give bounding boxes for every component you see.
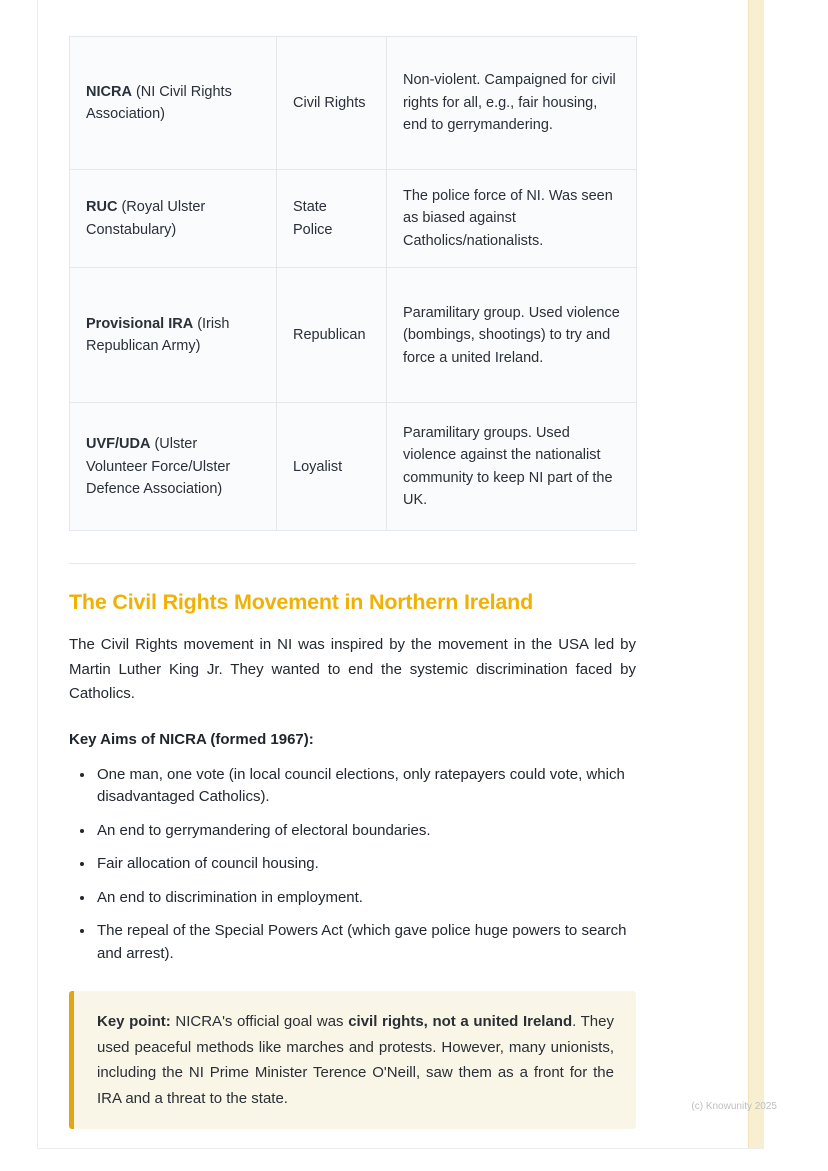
table-cell-term [70, 403, 277, 531]
aims-title: Key Aims of NICRA (formed 1967): [69, 730, 314, 748]
table-cell-description: Non-violent. Campaigned for civil rights for all, e.g., fair housing, end to gerrymandering. [387, 37, 637, 170]
section-divider [69, 563, 636, 564]
table-cell-term [70, 37, 277, 170]
list-item: • The repeal of the Special Powers Act (which gave police huge powers to search and arrest). [95, 920, 636, 965]
term-expansion: (Ulster Volunteer Force/Ulster Defence Association) [86, 436, 231, 498]
list-item: • One man, one vote (in local council elections, only ratepayers could vote, which disadvantaged Catholics). [95, 764, 636, 809]
table-cell-category: Civil Rights [277, 37, 387, 170]
key-point-label: Key point: [97, 1013, 171, 1031]
term-name: RUC [86, 199, 118, 216]
table-row [70, 268, 637, 403]
key-point-segment: . They used peaceful methods like marches and protests. However, many unionists, including the NI Prime Minister Terence O'Neill, saw them as a front for the IRA and a threat to the state. [97, 1013, 614, 1107]
key-point-text [97, 1009, 614, 1111]
table-cell-term [70, 170, 277, 268]
table-cell-term [70, 268, 277, 403]
term-name: UVF/UDA [86, 436, 151, 453]
section-heading: The Civil Rights Movement in Northern Ireland [69, 590, 534, 615]
table-cell-category: Loyalist [277, 403, 387, 531]
table-cell-category: Republican [277, 268, 387, 403]
list-item: • Fair allocation of council housing. [95, 853, 636, 876]
table-cell-description: Paramilitary groups. Used violence against the nationalist community to keep NI part of the UK. [387, 403, 637, 531]
table-cell-category: State Police [277, 170, 387, 268]
term-expansion: (Royal Ulster Constabulary) [86, 199, 206, 238]
key-point-bold-phrase: civil rights, not a united Ireland [348, 1013, 573, 1031]
document-page [37, 0, 764, 1149]
table-cell-description: Paramilitary group. Used violence (bombings, shootings) to try and force a united Ireland. [387, 268, 637, 403]
table-cell-description: The police force of NI. Was seen as biased against Catholics/nationalists. [387, 170, 637, 268]
list-item: • An end to gerrymandering of electoral boundaries. [95, 820, 636, 843]
table-row [70, 403, 637, 531]
aims-list [69, 764, 636, 966]
organisations-table [69, 36, 637, 531]
table-row [70, 37, 637, 170]
table-row [70, 170, 637, 268]
term-expansion: (NI Civil Rights Association) [86, 83, 232, 122]
term-name: Provisional IRA [86, 315, 194, 332]
list-item: • An end to discrimination in employment. [95, 887, 636, 910]
key-point-callout [69, 991, 636, 1129]
intro-paragraph: The Civil Rights movement in NI was inspired by the movement in the USA led by Martin Luther King Jr. They wanted to end the systemic discrimination faced by Catholics. [69, 636, 636, 703]
term-expansion: (Irish Republican Army) [86, 315, 230, 355]
page-edge-highlight-band [748, 0, 763, 1148]
copyright-watermark: (c) Knowunity 2025 [691, 1101, 777, 1112]
term-name: NICRA [86, 83, 132, 100]
key-point-segment: NICRA's official goal was [170, 1013, 349, 1031]
page-content [69, 36, 636, 1129]
